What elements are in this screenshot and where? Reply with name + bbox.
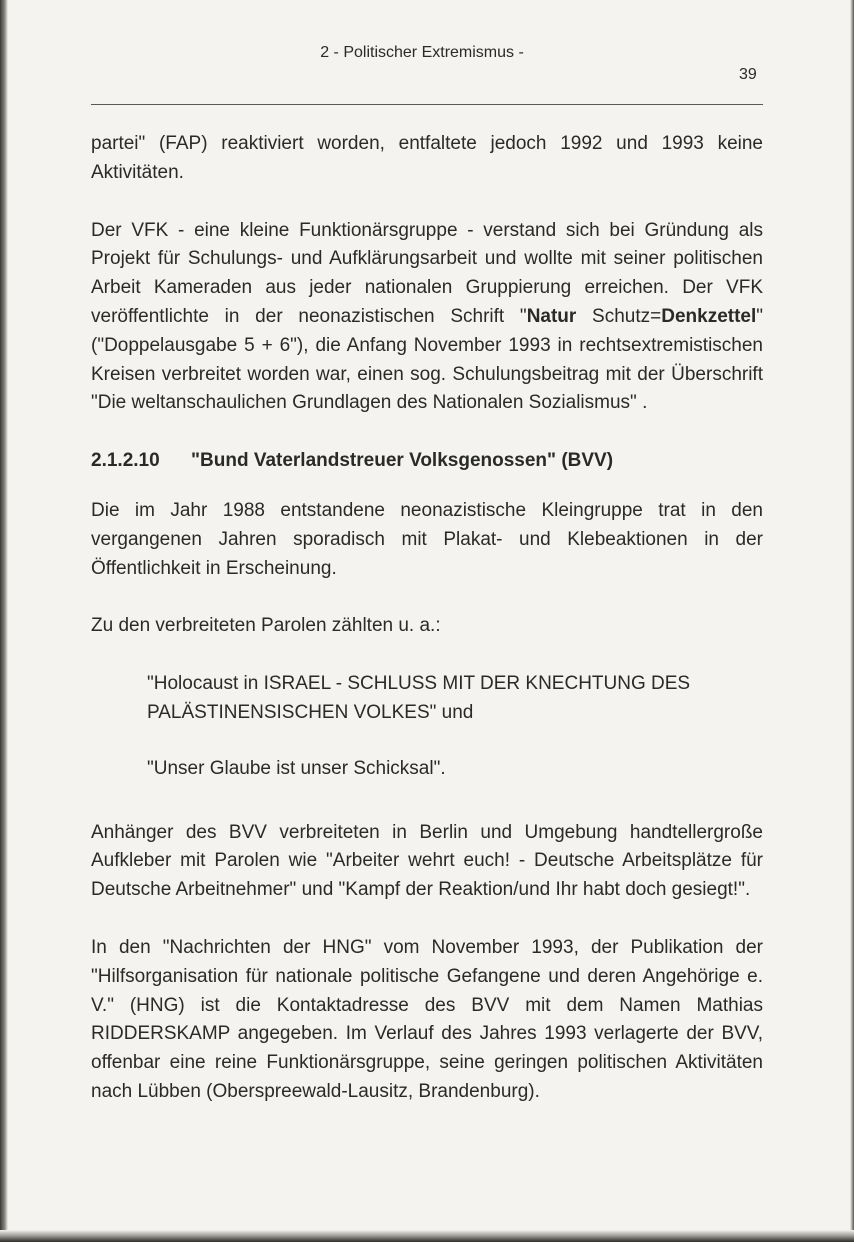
publication-title-schutz: Schutz= xyxy=(576,305,662,327)
paragraph-vfk-text-1: Der VFK - eine kleine Funktionärsgruppe - verstand sich bei Gründung als Projekt für Schulungs- und Aufklärungsarbeit und wollte mit seiner politischen Arbeit Kameraden aus jeder nationalen Gruppierung erreichen. Der VFK veröffentlichte in der neonazistischen Schrift " xyxy=(91,219,763,327)
running-header xyxy=(0,44,854,62)
quote-glaube: "Unser Glaube ist unser Schicksal". xyxy=(147,757,446,779)
paragraph-aufkleber: Anhänger des BVV verbreiteten in Berlin und Umgebung handtellergroße Aufkleber mit Parolen wie "Arbeiter wehrt euch! - Deutsche Arbeitsplätze für Deutsche Arbeitnehmer" und "Kampf der Reaktion/und Ihr habt doch gesiegt!". xyxy=(91,821,763,901)
publication-title-natur: Natur xyxy=(526,305,577,327)
section-heading xyxy=(91,447,763,476)
page-body xyxy=(91,130,763,1136)
running-title: 2 - Politischer Extremismus - xyxy=(320,44,524,61)
section-number: 2.1.2.10 xyxy=(91,450,160,472)
paragraph-bvv-intro: Die im Jahr 1988 entstandene neonazistische Kleingruppe trat in den vergangenen Jahren sporadisch mit Plakat- und Klebeaktionen in der Öffentlichkeit in Erscheinung. xyxy=(91,499,763,579)
page-number: 39 xyxy=(739,66,757,83)
page-edge-shadow-left xyxy=(0,0,8,1242)
page-edge-shadow-right xyxy=(850,0,854,1242)
paragraph-vfk xyxy=(91,217,763,419)
paragraph-fap: partei" (FAP) reaktiviert worden, entfaltete jedoch 1992 und 1993 keine Aktivitäten. xyxy=(91,133,763,183)
quote-holocaust: "Holocaust in ISRAEL - SCHLUSS MIT DER KNECHTUNG DES PALÄSTINENSISCHEN VOLKES" und xyxy=(147,673,691,723)
header-rule xyxy=(91,104,763,105)
paragraph-hng: In den "Nachrichten der HNG" vom November 1993, der Publikation der "Hilfsorganisation für nationale politische Gefangene und deren Angehörige e. V." (HNG) ist die Kontaktadresse des BVV mit dem Namen Mathias RIDDERSKAMP angegeben. Im Verlauf des Jahres 1993 verlagerte der BVV, offenbar eine reine Funktionärsgruppe, seine geringen politischen Aktivitäten nach Lübben (Oberspreewald-Lausitz, Brandenburg). xyxy=(91,936,763,1102)
paragraph-parolen-intro: Zu den verbreiteten Parolen zählten u. a.: xyxy=(91,615,441,637)
publication-title-denkzettel: Denkzettel xyxy=(661,305,757,327)
paragraph-vfk-text-2: " ("Doppelausgabe 5 + 6"), die Anfang November 1993 in rechtsextremistischen Kreisen verbreitet worden war, einen sog. Schulungsbeitrag mit der Überschrift "Die weltanschaulichen Grundlagen des Nationalen Sozialismus" . xyxy=(91,305,764,414)
page-edge-shadow-bottom xyxy=(0,1230,854,1242)
section-title: "Bund Vaterlandstreuer Volksgenossen" (BVV) xyxy=(191,450,614,472)
